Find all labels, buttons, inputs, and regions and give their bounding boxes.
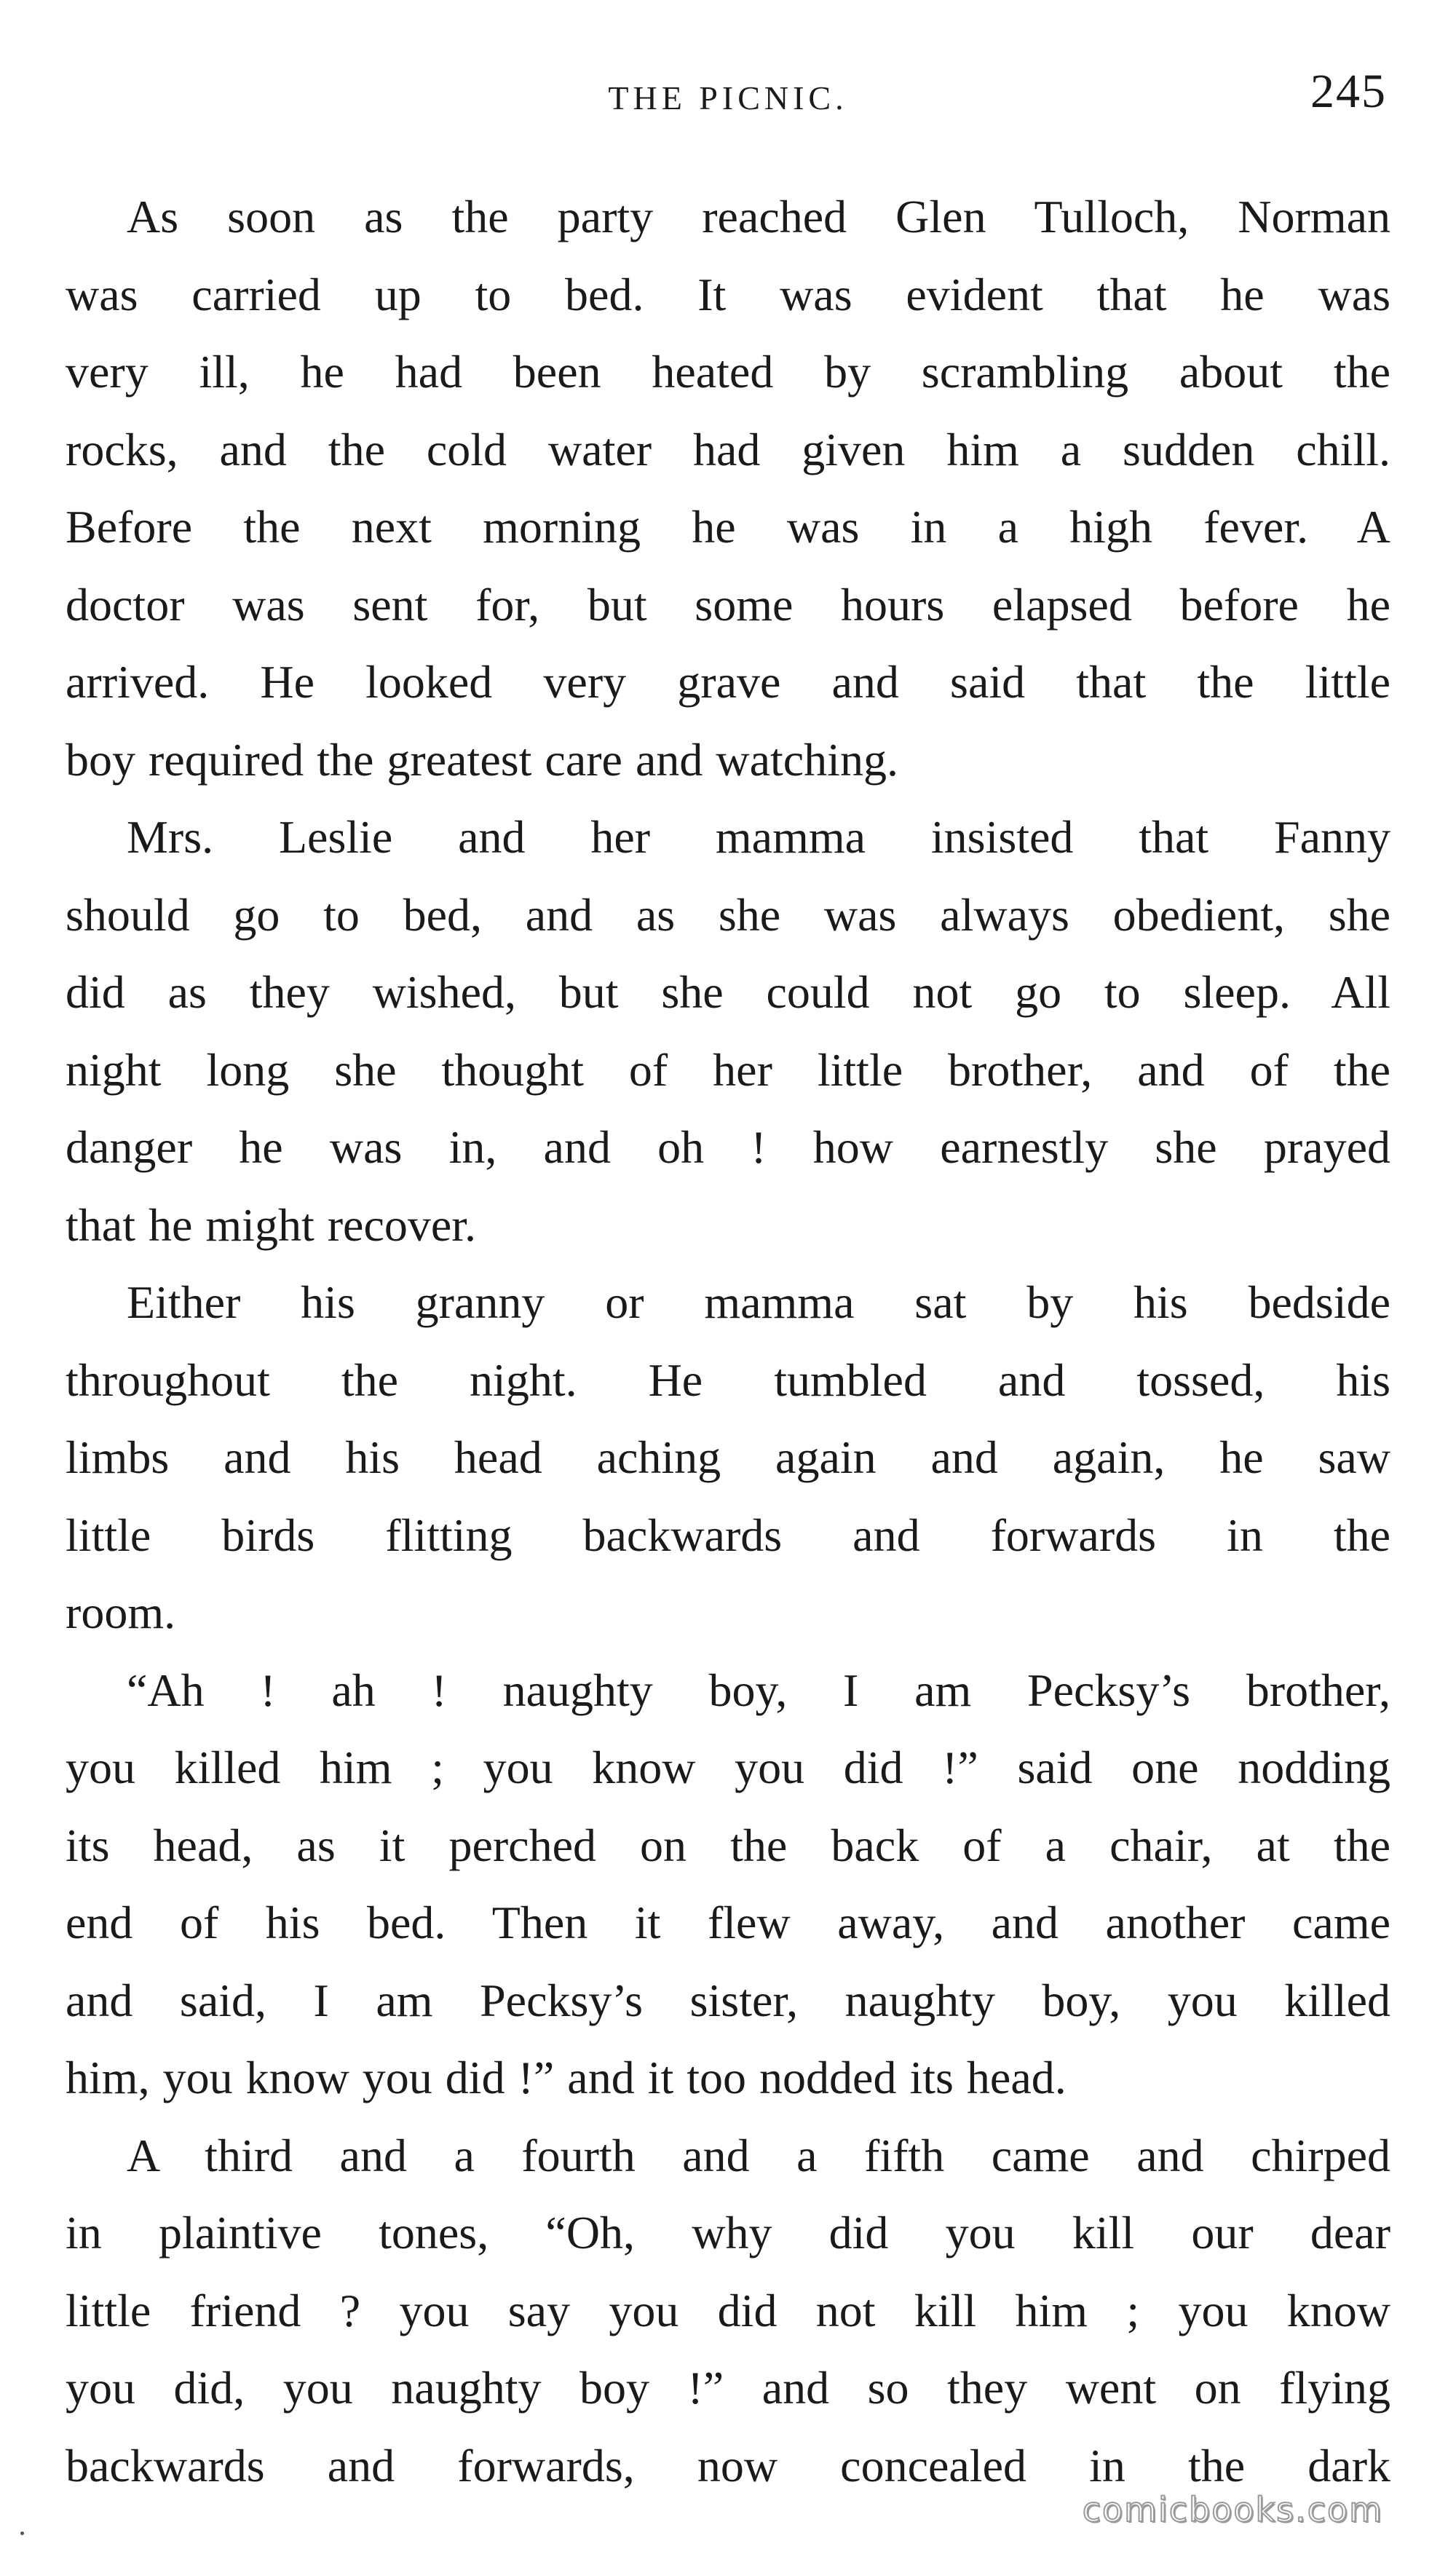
text-line: Before the next morning he was in a high fever. A bbox=[66, 501, 1390, 553]
text-line: backwards and forwards, now concealed in the dark bbox=[66, 2439, 1390, 2491]
text-line: very ill, he had been heated by scrambling about the bbox=[66, 346, 1390, 398]
text-line: A third and a fourth and a fifth came and chirped bbox=[127, 2129, 1390, 2181]
text-line: did as they wished, but she could not go to sleep. All bbox=[66, 966, 1390, 1018]
body-text bbox=[66, 178, 1390, 2505]
text-line: its head, as it perched on the back of a chair, at the bbox=[66, 1819, 1390, 1871]
text-line: danger he was in, and oh ! how earnestly she prayed bbox=[66, 1121, 1390, 1173]
text-line: end of his bed. Then it flew away, and another came bbox=[66, 1897, 1390, 1948]
text-line: rocks, and the cold water had given him a sudden chill. bbox=[66, 423, 1390, 475]
text-line: “Ah ! ah ! naughty boy, I am Pecksy’s brother, bbox=[127, 1664, 1390, 1716]
watermark: comicbooks.com bbox=[1082, 2490, 1383, 2529]
text-line: limbs and his head aching again and again, he saw bbox=[66, 1431, 1390, 1483]
text-line: night long she thought of her little brother, and of the bbox=[66, 1043, 1390, 1096]
text-line: arrived. He looked very grave and said that the little bbox=[66, 656, 1390, 708]
text-line: little friend ? you say you did not kill him ; you know bbox=[66, 2284, 1390, 2336]
text-line: that he might recover. bbox=[66, 1198, 477, 1251]
text-line: was carried up to bed. It was evident that he was bbox=[66, 268, 1390, 320]
text-line: and said, I am Pecksy’s sister, naughty boy, you killed bbox=[66, 1974, 1390, 2026]
print-speck bbox=[20, 2532, 24, 2535]
text-line: Either his granny or mamma sat by his bedside bbox=[127, 1276, 1390, 1328]
text-line: room. bbox=[66, 1586, 176, 1638]
text-line: you killed him ; you know you did !” said one nodding bbox=[66, 1742, 1390, 1793]
text-line: As soon as the party reached Glen Tulloch, Norman bbox=[127, 191, 1390, 242]
running-head bbox=[0, 64, 1456, 130]
text-line: you did, you naughty boy !” and so they went on flying bbox=[66, 2362, 1390, 2414]
text-line: Mrs. Leslie and her mamma insisted that Fanny bbox=[127, 811, 1390, 863]
text-line: should go to bed, and as she was always obedient, she bbox=[66, 888, 1390, 941]
text-line: boy required the greatest care and watching. bbox=[66, 733, 898, 786]
text-line: doctor was sent for, but some hours elapsed before he bbox=[66, 578, 1390, 631]
text-line: in plaintive tones, “Oh, why did you kill our dear bbox=[66, 2207, 1390, 2258]
running-title: THE PICNIC. bbox=[608, 79, 848, 116]
text-line: throughout the night. He tumbled and tossed, his bbox=[66, 1353, 1390, 1406]
page-number: 245 bbox=[1310, 65, 1387, 118]
text-line: little birds flitting backwards and forwards in the bbox=[66, 1509, 1390, 1561]
text-line: him, you know you did !” and it too nodded its head. bbox=[66, 2052, 1067, 2103]
